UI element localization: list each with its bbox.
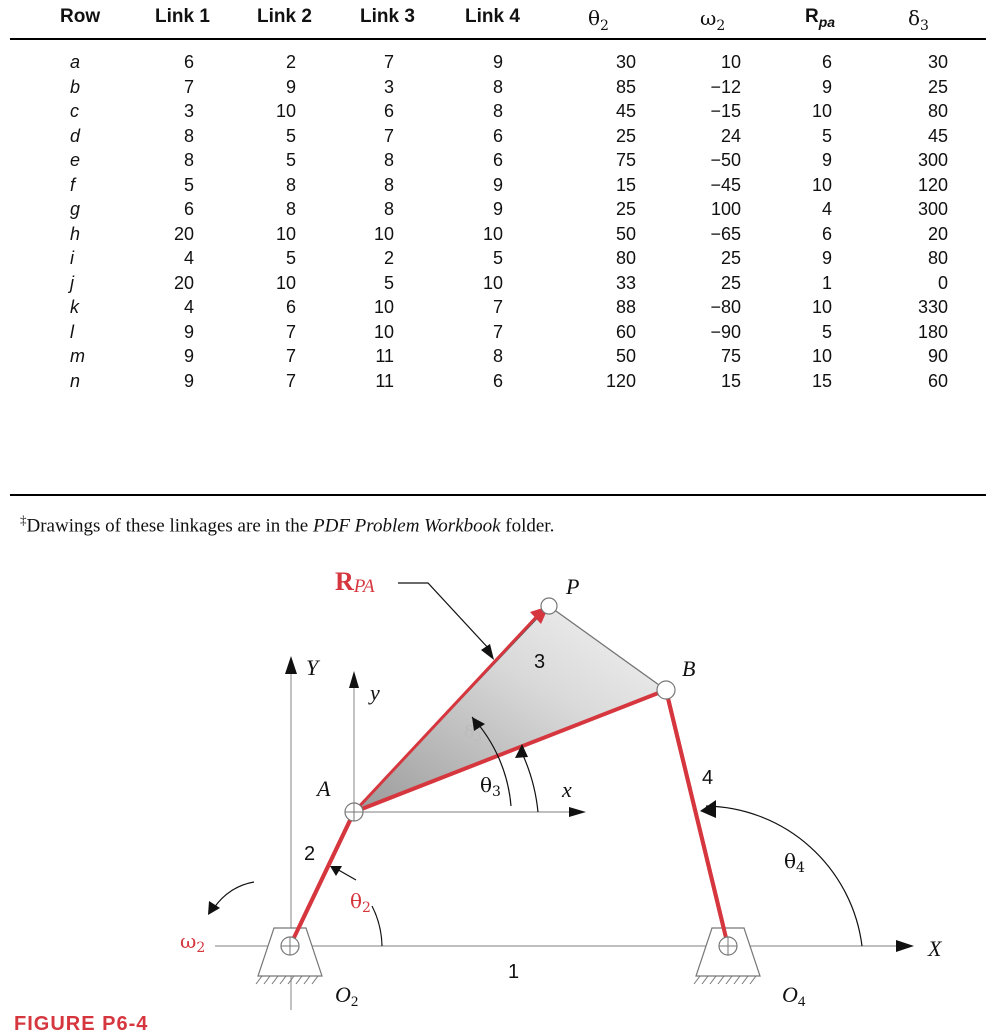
label-p: P: [566, 574, 580, 599]
table-cell: 25: [927, 76, 948, 97]
label-delta3: δ3: [464, 723, 482, 744]
table-cell: 8: [492, 76, 503, 97]
table-cell: −80: [710, 297, 741, 317]
table-cell: 8: [383, 150, 394, 170]
label-link4: 4: [702, 767, 714, 789]
table-cell: 0: [937, 272, 948, 293]
table-cell: 8: [492, 346, 503, 366]
table-cell: 4: [821, 199, 832, 219]
table-cell: 10: [373, 223, 394, 244]
table-cell: −12: [710, 76, 741, 97]
table-cell: 60: [927, 370, 948, 391]
table-cell: 25: [615, 199, 636, 219]
table-cell: −45: [710, 174, 741, 195]
label-rpa: RPA: [335, 567, 375, 597]
table-cell: 24: [720, 125, 741, 146]
joint-b: [657, 681, 675, 699]
table-cell: 45: [927, 125, 948, 146]
table-cell: 50: [615, 346, 636, 366]
table-cell: 85: [615, 76, 636, 97]
table-cell: 6: [285, 297, 296, 317]
table-cell: 9: [821, 248, 832, 268]
table-cell: 9: [183, 370, 194, 391]
table-cell: 90: [927, 346, 948, 366]
table-cell: −65: [710, 223, 741, 244]
table-cell: 10: [275, 223, 296, 244]
row-label: h: [70, 223, 81, 244]
table-cell: 9: [821, 150, 832, 170]
figure-caption: FIGURE P6-4: [14, 1013, 149, 1035]
table-cell: 10: [373, 321, 394, 342]
row-label: l: [70, 321, 74, 342]
table-cell: 80: [927, 248, 948, 268]
label-link2: 2: [304, 843, 316, 865]
table-cell: 7: [383, 52, 394, 72]
theta4-arc: [706, 806, 862, 946]
row-label: m: [70, 346, 85, 366]
row-label: e: [70, 150, 81, 170]
label-a: A: [317, 776, 331, 801]
table-cell: −90: [710, 321, 741, 342]
label-x-local: x: [562, 777, 572, 802]
table-cell: 5: [285, 150, 296, 170]
table-cell: 4: [183, 248, 194, 268]
label-y-local: y: [370, 680, 380, 705]
table-cell: 5: [183, 174, 194, 195]
table-cell: 25: [720, 272, 741, 293]
table-cell: 6: [492, 150, 503, 170]
theta3-arc: [522, 753, 538, 812]
table-cell: 25: [720, 248, 741, 268]
table-cell: 7: [183, 76, 194, 97]
table-cell: 6: [821, 52, 832, 72]
table-cell: 10: [482, 223, 503, 244]
theta2-arc: [372, 906, 382, 946]
row-label: k: [70, 297, 79, 317]
table-cell: 15: [615, 174, 636, 195]
table-cell: 300: [917, 150, 948, 170]
table-cell: 9: [492, 174, 503, 195]
table-cell: −15: [710, 101, 741, 121]
label-b: B: [682, 656, 696, 681]
table-cell: 20: [173, 272, 194, 293]
header-link2: Link 2: [257, 6, 312, 27]
footnote: ‡Drawings of these linkages are in the PDF Problem Workbook folder.: [20, 512, 555, 537]
table-cell: 8: [183, 125, 194, 146]
table-cell: 9: [183, 346, 194, 366]
table-cell: 10: [811, 101, 832, 121]
rpa-leader-arrow-icon: [481, 644, 494, 660]
y-axis-arrow-icon: [285, 656, 297, 674]
table-cell: 6: [492, 125, 503, 146]
point-p: [541, 598, 557, 614]
link-4-over: [666, 690, 728, 946]
table-cell: 10: [482, 272, 503, 293]
row-label: n: [70, 370, 81, 391]
table-cell: 30: [927, 52, 948, 72]
row-label: j: [70, 272, 74, 293]
header-link4: Link 4: [465, 6, 520, 27]
table-cell: 10: [275, 101, 296, 121]
table-cell: 8: [285, 174, 296, 195]
table-cell: 5: [492, 248, 503, 268]
table-cell: 50: [615, 223, 636, 244]
header-theta2: $\theta_2$: [588, 6, 609, 34]
table-cell: 30: [615, 52, 636, 72]
table-cell: 120: [605, 370, 636, 391]
table-cell: 8: [492, 101, 503, 121]
label-omega2: $\omega_2$: [180, 929, 206, 956]
table-cell: 120: [917, 174, 948, 195]
label-link1: 1: [508, 961, 520, 983]
table-cell: 4: [183, 297, 194, 317]
table-cell: 2: [285, 52, 296, 72]
label-o2: O2: [335, 982, 359, 1010]
local-x-arrow-icon: [569, 807, 586, 817]
label-theta2: $\theta_2$: [350, 889, 371, 916]
row-label: g: [70, 199, 81, 219]
table-cell: 75: [720, 346, 741, 366]
table-cell: 3: [183, 101, 194, 121]
label-o4: O4: [782, 982, 806, 1010]
table-cell: 10: [275, 272, 296, 293]
row-label: i: [70, 248, 74, 268]
table-cell: 75: [615, 150, 636, 170]
header-link3: Link 3: [360, 6, 415, 27]
table-cell: 5: [821, 321, 832, 342]
table-cell: 5: [383, 272, 394, 293]
table-cell: 6: [183, 52, 194, 72]
local-y-arrow-icon: [349, 671, 359, 688]
rpa-leader: [398, 583, 490, 650]
table-cell: 1: [821, 272, 832, 293]
table-cell: 60: [615, 321, 636, 342]
label-y-global: Y: [306, 655, 319, 680]
table-cell: 10: [373, 297, 394, 317]
table-cell: 15: [811, 370, 832, 391]
table-cell: 8: [383, 174, 394, 195]
table-cell: 10: [811, 174, 832, 195]
table-cell: 8: [383, 199, 394, 219]
table-cell: 2: [383, 248, 394, 268]
table-cell: 10: [811, 297, 832, 317]
table-cell: 80: [615, 248, 636, 268]
table-cell: 6: [183, 199, 194, 219]
row-label: f: [70, 174, 76, 195]
table-cell: 8: [285, 199, 296, 219]
table-cell: 7: [285, 346, 296, 366]
header-link1: Link 1: [155, 6, 210, 27]
table-cell: 100: [710, 199, 741, 219]
table-cell: 9: [821, 76, 832, 97]
table-cell: 330: [917, 297, 948, 317]
table-cell: 88: [615, 297, 636, 317]
table-cell: 10: [720, 52, 741, 72]
table-cell: 25: [615, 125, 636, 146]
theta4-arrow-icon: [700, 800, 716, 818]
table-cell: 80: [927, 101, 948, 121]
table-cell: 180: [917, 321, 948, 342]
table-cell: 7: [285, 370, 296, 391]
header-delta3: $\delta_3$: [908, 6, 929, 34]
table-cell: 9: [285, 76, 296, 97]
link-2-over: [290, 812, 354, 946]
table-cell: 9: [492, 52, 503, 72]
header-rpa: $R_{pa}$: [805, 6, 836, 30]
table-cell: 20: [173, 223, 194, 244]
table-cell: 5: [821, 125, 832, 146]
header-row: Row: [60, 6, 101, 27]
table-cell: 9: [183, 321, 194, 342]
table-cell: 7: [492, 297, 503, 317]
table-cell: 5: [285, 248, 296, 268]
table-cell: 20: [927, 223, 948, 244]
table-cell: 7: [285, 321, 296, 342]
table-cell: 6: [383, 101, 394, 121]
table-cell: 7: [492, 321, 503, 342]
table-cell: 7: [383, 125, 394, 146]
table-cell: 9: [492, 199, 503, 219]
table-cell: 11: [375, 346, 394, 366]
x-axis-arrow-icon: [896, 940, 914, 952]
row-label: d: [70, 125, 81, 146]
header-omega2: $\omega_2$: [700, 6, 726, 34]
label-theta3: $\theta_3$: [480, 773, 501, 800]
table-cell: 11: [375, 370, 394, 391]
table-cell: −50: [710, 150, 741, 170]
table-cell: 6: [821, 223, 832, 244]
row-label: c: [70, 101, 79, 121]
label-theta4: $\theta_4$: [784, 849, 805, 876]
table-cell: 3: [383, 76, 394, 97]
table-cell: 45: [615, 101, 636, 121]
label-link3: 3: [534, 651, 546, 673]
row-label: a: [70, 52, 81, 72]
table-cell: 33: [615, 272, 636, 293]
table-cell: 300: [917, 199, 948, 219]
table-cell: 6: [492, 370, 503, 391]
row-label: b: [70, 76, 81, 97]
ground-hatch-o2: [256, 976, 318, 984]
omega2-arc: [214, 882, 254, 908]
table-cell: 10: [811, 346, 832, 366]
table-cell: 5: [285, 125, 296, 146]
table-cell: 15: [720, 370, 741, 391]
table-cell: 8: [183, 150, 194, 170]
ground-hatch-o4: [694, 976, 756, 984]
label-x-global: X: [928, 936, 942, 961]
